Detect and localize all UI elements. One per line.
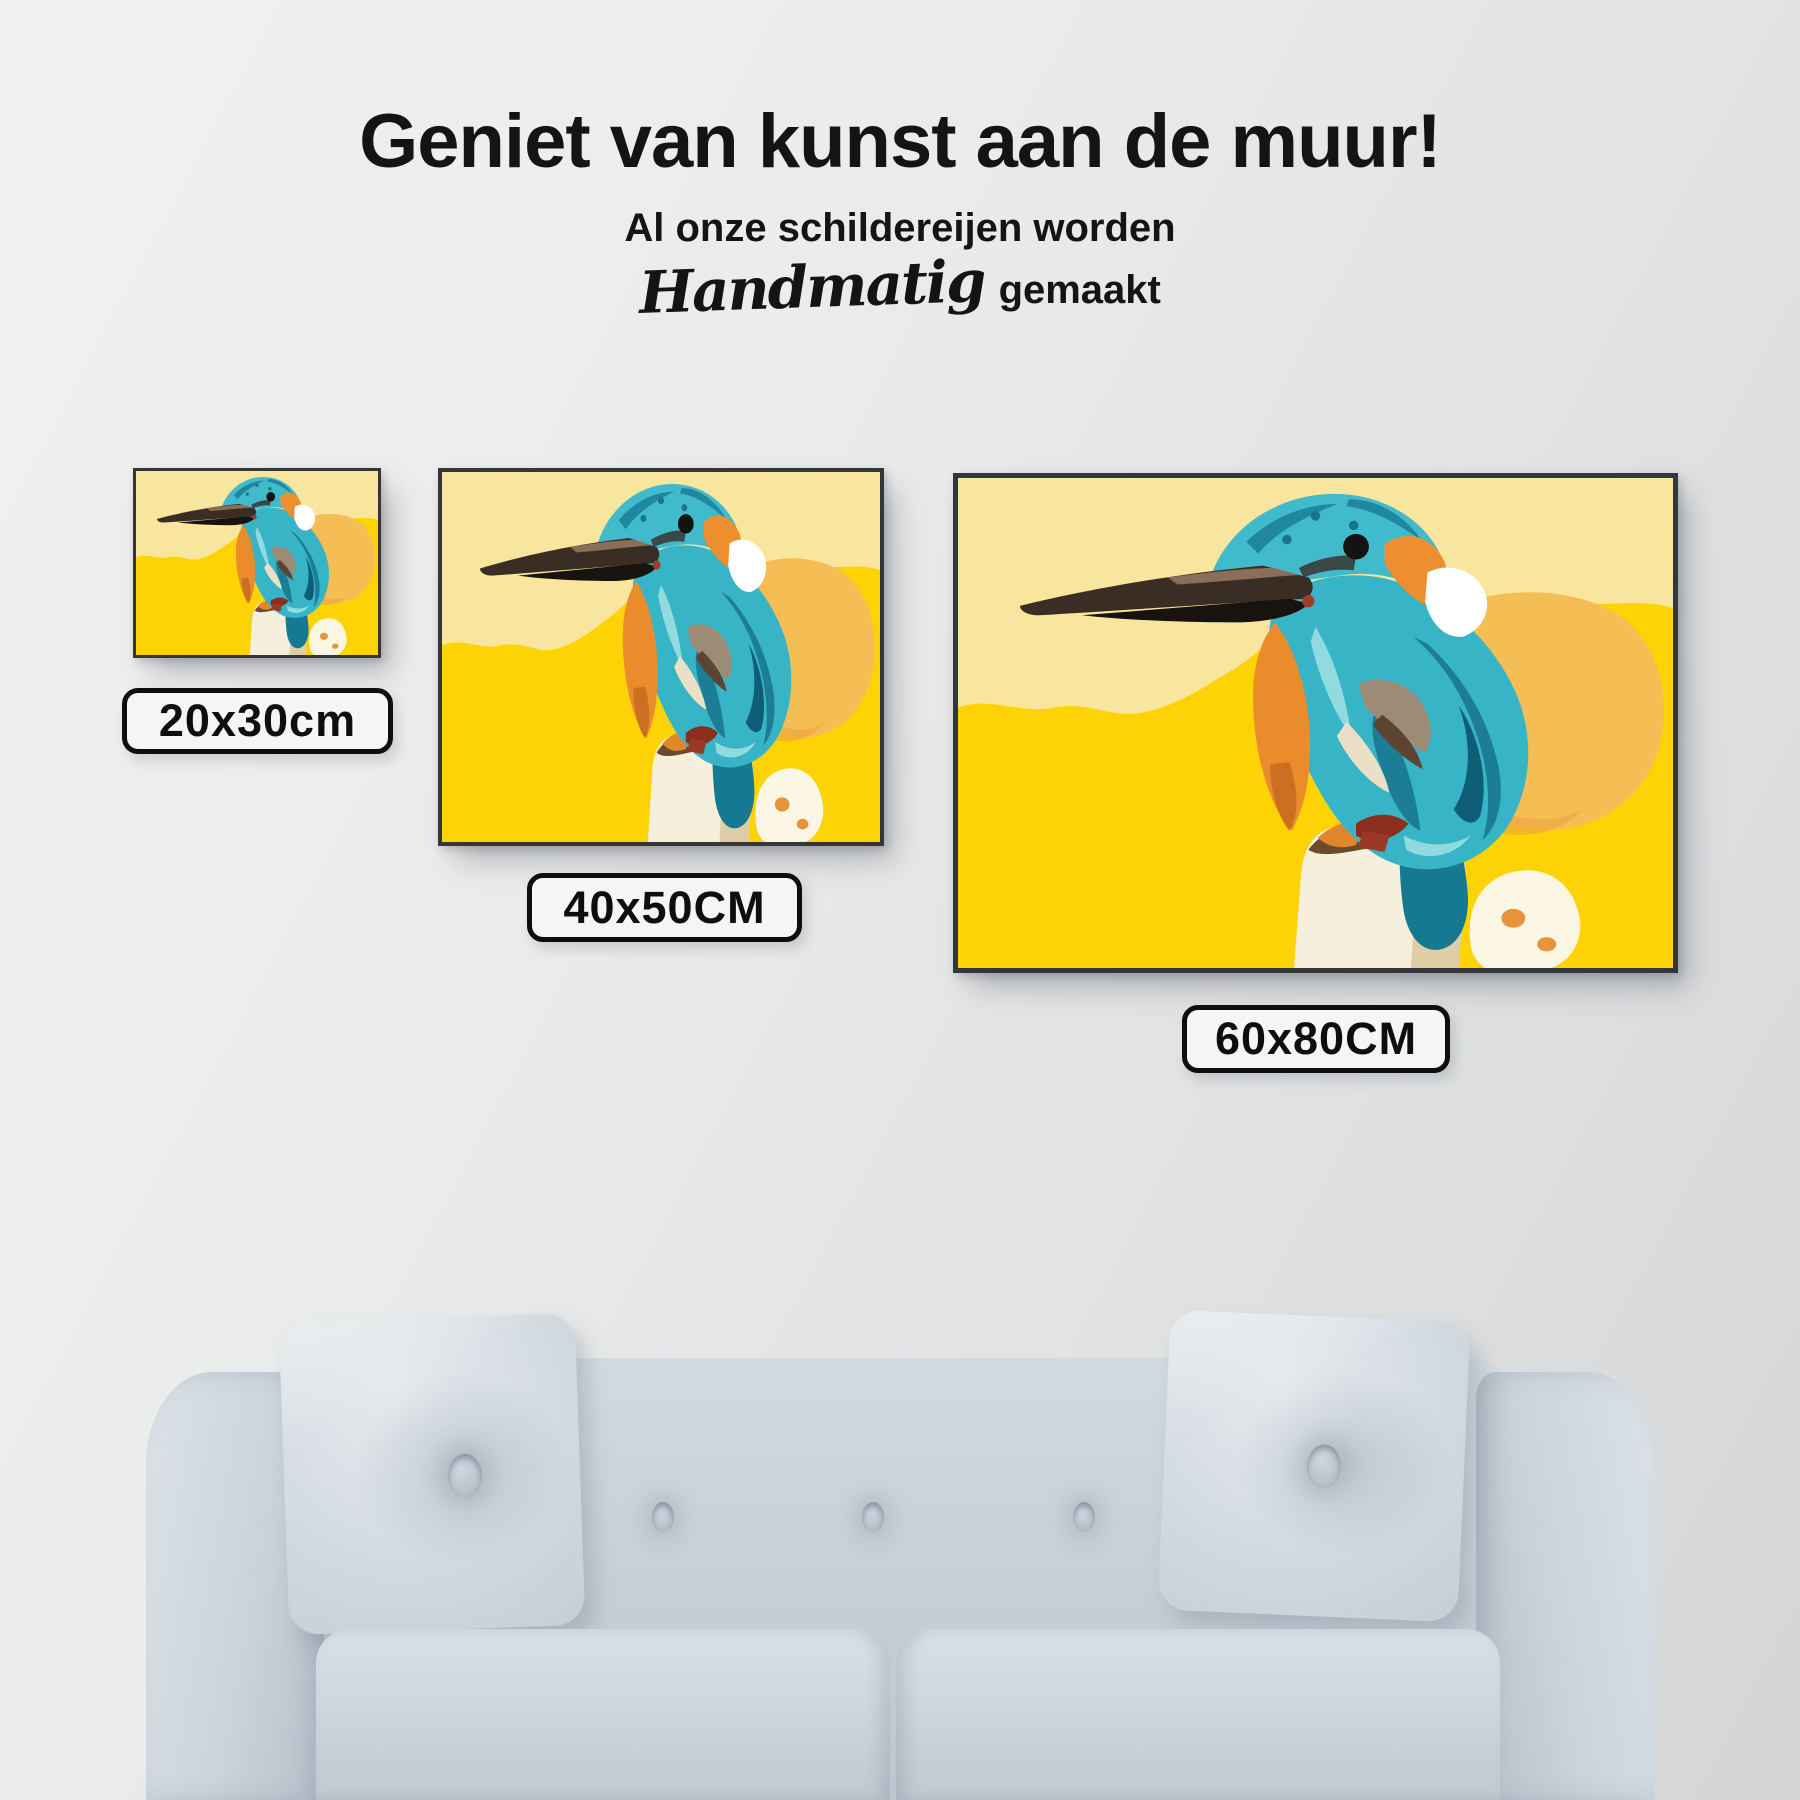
header [0,99,1800,328]
tufting-button [1073,1502,1095,1532]
sofa-backrest [316,1358,1500,1800]
kingfisher-artwork-large [958,478,1673,968]
throw-pillow-right [1158,1310,1471,1623]
tufting-button [652,1502,674,1532]
throw-pillow-left [279,1313,586,1635]
subtitle-line1: Al onze schildereijen worden [624,206,1176,250]
pillow-button [1306,1444,1342,1489]
subtitle-line2 [0,246,1800,328]
pillow-crease [279,1313,586,1635]
sofa-armrest-right [1476,1372,1654,1800]
kingfisher-artwork-medium [442,472,880,842]
tufting-button [862,1502,884,1532]
pillow-button [447,1453,483,1498]
sofa-seat-cushion-left [316,1629,890,1800]
size-label-40x50: 40x50CM [527,873,802,942]
painting-60x80 [953,473,1678,973]
painting-20x30 [133,468,381,658]
painting-40x50 [438,468,884,846]
sofa-seat-cushion-right [896,1629,1500,1800]
subtitle-suffix: gemaakt [998,268,1161,312]
page-title: Geniet van kunst aan de muur! [359,99,1441,184]
size-label-60x80: 60x80CM [1182,1005,1450,1073]
sofa-armrest-left [146,1372,324,1800]
pillow-crease [1158,1310,1471,1623]
handwritten-word: Handmatig [638,246,986,328]
kingfisher-artwork-small [136,471,378,655]
size-label-20x30: 20x30cm [122,688,393,754]
